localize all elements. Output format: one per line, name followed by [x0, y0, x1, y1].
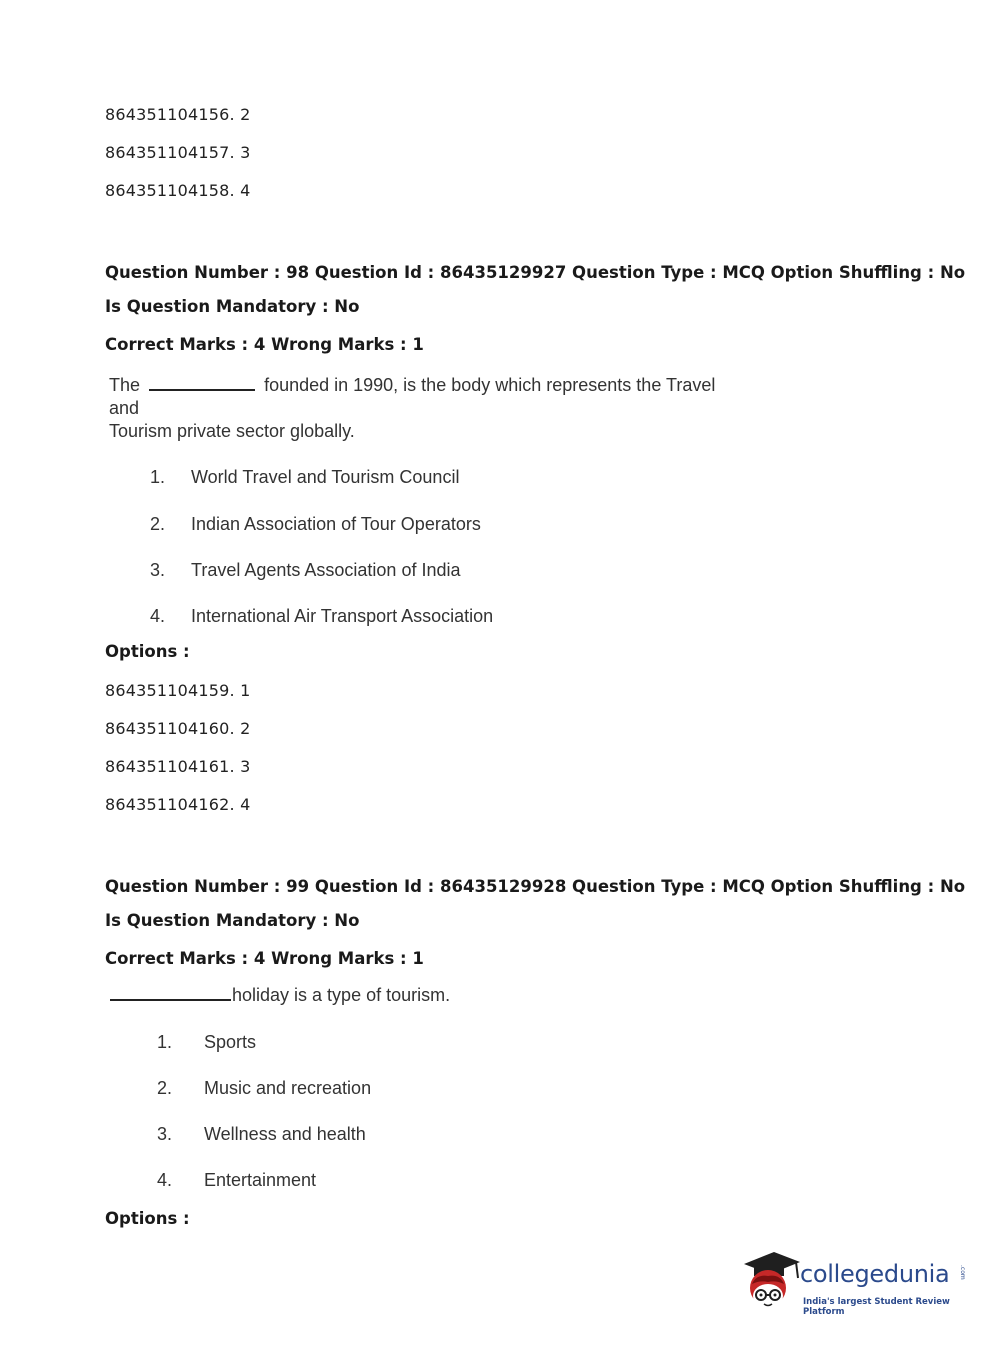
brand-tagline: India's largest Student Review Platform	[803, 1297, 950, 1317]
choice-text: Travel Agents Association of India	[191, 560, 461, 580]
choice-number: 1.	[157, 1032, 173, 1052]
choice-text: Sports	[204, 1032, 257, 1052]
options-label: Options :	[105, 1209, 190, 1228]
graduate-mascot-icon	[740, 1246, 802, 1321]
stem-rest: holiday is a type of tourism.	[232, 985, 451, 1005]
fill-blank	[110, 999, 231, 1001]
fill-blank	[149, 389, 255, 391]
answer-choice	[157, 1032, 457, 1056]
question-header: Question Number : 98 Question Id : 86435129927 Question Type : MCQ Option Shuffling : No	[105, 263, 966, 282]
stem-rest: founded in 1990, is the body which represents the Travel	[264, 375, 716, 395]
brand-name: collegedunia	[800, 1260, 950, 1288]
choice-text: Entertainment	[204, 1170, 317, 1190]
stem-word: The	[109, 375, 141, 395]
answer-choice	[157, 1124, 457, 1148]
answer-choice	[150, 560, 550, 584]
collegedunia-logo	[740, 1246, 970, 1321]
option-line: 864351104156. 2	[105, 105, 251, 124]
choice-number: 3.	[150, 560, 166, 580]
answer-choice	[157, 1170, 457, 1194]
choice-text: Wellness and health	[204, 1124, 366, 1144]
choice-number: 2.	[157, 1078, 173, 1098]
option-line: 864351104160. 2	[105, 719, 251, 738]
choice-number: 4.	[150, 606, 166, 626]
question-marks: Correct Marks : 4 Wrong Marks : 1	[105, 949, 424, 968]
option-line: 864351104159. 1	[105, 681, 251, 700]
option-line: 864351104162. 4	[105, 795, 251, 814]
question-mandatory: Is Question Mandatory : No	[105, 297, 360, 316]
choice-text: World Travel and Tourism Council	[191, 467, 460, 487]
question-header: Question Number : 99 Question Id : 86435129928 Question Type : MCQ Option Shuffling : No	[105, 877, 966, 896]
question-marks: Correct Marks : 4 Wrong Marks : 1	[105, 335, 424, 354]
answer-choice	[157, 1078, 457, 1102]
choice-text: Indian Association of Tour Operators	[191, 514, 481, 534]
question-stem-line2: and	[109, 398, 140, 418]
answer-choice	[150, 514, 550, 538]
question-stem-line3: Tourism private sector globally.	[109, 421, 355, 441]
choice-number: 4.	[157, 1170, 173, 1190]
question-stem-line1	[109, 375, 715, 396]
question-mandatory: Is Question Mandatory : No	[105, 911, 360, 930]
choice-number: 2.	[150, 514, 166, 534]
option-line: 864351104158. 4	[105, 181, 251, 200]
choice-text: International Air Transport Association	[191, 606, 494, 626]
question-stem-line1	[110, 985, 450, 1006]
choice-number: 1.	[150, 467, 166, 487]
option-line: 864351104157. 3	[105, 143, 251, 162]
brand-suffix: .com	[959, 1265, 966, 1280]
options-label: Options :	[105, 642, 190, 661]
answer-choice	[150, 467, 550, 491]
answer-choice	[150, 606, 550, 630]
choice-number: 3.	[157, 1124, 173, 1144]
option-line: 864351104161. 3	[105, 757, 251, 776]
choice-text: Music and recreation	[204, 1078, 372, 1098]
